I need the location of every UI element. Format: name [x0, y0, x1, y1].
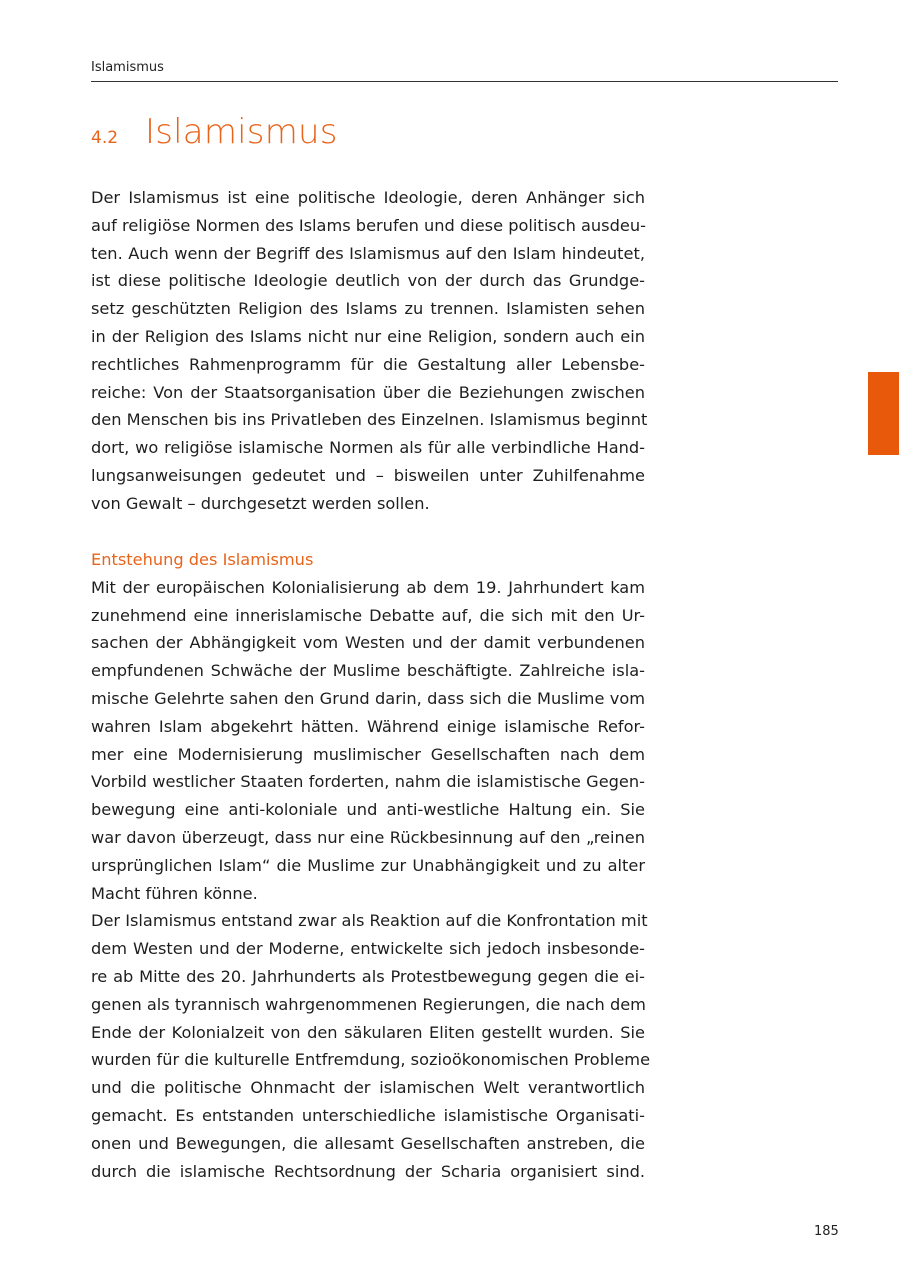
text-line: wahren Islam abgekehrt hätten. Während einige islamische Refor- [91, 716, 645, 736]
text-line: durch die islamische Rechtsordnung der Scharia organisiert sind. [91, 1161, 645, 1181]
intro-paragraph [91, 184, 648, 518]
text-line: ursprünglichen Islam“ die Muslime zur Unabhängigkeit und zu alter [91, 855, 645, 875]
header-rule [91, 81, 838, 82]
text-line: war davon überzeugt, dass nur eine Rückbesinnung auf den „reinen [91, 827, 645, 847]
text-line: ist diese politische Ideologie deutlich von der durch das Grundge- [91, 271, 645, 291]
page-number: 185 [814, 1224, 839, 1239]
section-number: 4.2 [91, 128, 119, 148]
text-line: Der Islamismus ist eine politische Ideologie, deren Anhänger sich [91, 188, 645, 207]
text-line: Mit der europäischen Kolonialisierung ab dem 19. Jahrhundert kam [91, 577, 645, 597]
text-line: mer eine Modernisierung muslimischer Gesellschaften nach dem [91, 744, 645, 764]
text-line: auf religiöse Normen des Islams berufen und diese politisch ausdeu- [91, 215, 646, 235]
text-line: in der Religion des Islams nicht nur eine Religion, sondern auch ein [91, 326, 645, 346]
text-line: reiche: Von der Staatsorganisation über die Beziehungen zwischen [91, 382, 645, 402]
text-line: empfundenen Schwäche der Muslime beschäftigte. Zahlreiche isla- [91, 661, 645, 681]
text-line: Der Islamismus entstand zwar als Reaktion auf die Konfrontation mit [91, 911, 648, 931]
text-line: und die politische Ohnmacht der islamischen Welt verantwortlich [91, 1078, 645, 1098]
text-line: setz geschützten Religion des Islams zu trennen. Islamisten sehen [91, 299, 645, 319]
text-line: gemacht. Es entstanden unterschiedliche islamistische Organisati- [91, 1105, 645, 1125]
text-line: sachen der Abhängigkeit vom Westen und der damit verbundenen [91, 633, 645, 653]
text-line: zunehmend eine innerislamische Debatte auf, die sich mit den Ur- [91, 605, 645, 625]
text-line: genen als tyrannisch wahrgenommenen Regierungen, die nach dem [91, 994, 646, 1014]
text-line: den Menschen bis ins Privatleben des Einzelnen. Islamismus beginnt [91, 410, 648, 430]
running-header: Islamismus [91, 60, 164, 75]
text-line: Macht führen könne. [91, 883, 258, 903]
text-line: dem Westen und der Moderne, entwickelte sich jedoch insbesonde- [91, 939, 645, 959]
subsection [91, 546, 651, 1185]
text-line: lungsanweisungen gedeutet und – bisweilen unter Zuhilfenahme [91, 465, 645, 485]
text-line: Vorbild westlicher Staaten forderten, nahm die islamistische Gegen- [91, 772, 645, 792]
chapter-tab-marker [868, 372, 899, 455]
text-line: re ab Mitte des 20. Jahrhunderts als Protestbewegung gegen die ei- [91, 966, 645, 986]
text-line: ten. Auch wenn der Begriff des Islamismus auf den Islam hindeutet, [91, 243, 645, 263]
subsection-heading: Entstehung des Islamismus [91, 550, 314, 569]
section-title-text: Islamismus [145, 112, 338, 152]
text-line: onen und Bewegungen, die allesamt Gesellschaften anstreben, die [91, 1133, 645, 1153]
text-line: wurden für die kulturelle Entfremdung, sozioökonomischen Probleme [91, 1050, 651, 1070]
section-title [91, 112, 338, 152]
text-line: rechtliches Rahmenprogramm für die Gestaltung aller Lebensbe- [91, 354, 645, 374]
text-line: von Gewalt – durchgesetzt werden sollen. [91, 493, 430, 513]
text-line: Ende der Kolonialzeit von den säkularen Eliten gestellt wurden. Sie [91, 1022, 645, 1042]
text-line: dort, wo religiöse islamische Normen als für alle verbindliche Hand- [91, 438, 645, 458]
text-line: bewegung eine anti-koloniale und anti-westliche Haltung ein. Sie [91, 800, 645, 820]
text-line: mische Gelehrte sahen den Grund darin, dass sich die Muslime vom [91, 688, 645, 708]
